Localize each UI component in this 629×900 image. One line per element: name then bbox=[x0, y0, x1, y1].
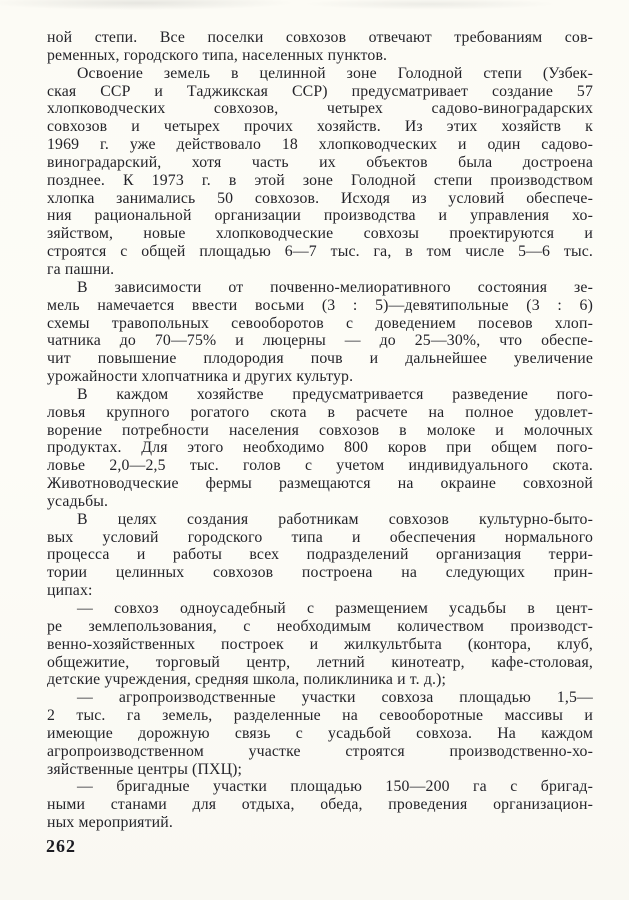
text-line: ловья крупного рогатого скота в расчете на полное удовлет- bbox=[47, 403, 593, 421]
text-line: общежитие, торговый центр, летний кинотеатр, кафе-столовая, bbox=[47, 653, 593, 671]
text-line: вых условий городского типа и обеспечения нормального bbox=[47, 528, 593, 546]
text-line: венно-хозяйственных построек и жилкультбыта (контора, клуб, bbox=[47, 635, 593, 653]
text-line: — бригадные участки площадью 150—200 га с бригад- bbox=[77, 778, 593, 796]
text-line: — агропроизводственные участки совхоза площадью 1,5— bbox=[77, 689, 593, 707]
text-line: ными станами для отдыха, обеда, проведения организацион- bbox=[47, 796, 593, 814]
text-line: хлопководческих совхозов, четырех садово-виноградарских bbox=[47, 100, 593, 118]
text-line: ния рациональной организации производства и управления хо- bbox=[47, 207, 593, 225]
text-line: мель намечается ввести восьми (3 : 5)—девятипольные (3 : 6) bbox=[47, 296, 593, 314]
text-line: — совхоз одноусадебный с размещением усадьбы в цент- bbox=[77, 600, 593, 617]
text-line: ной степи. Все поселки совхозов отвечают требованиям сов- bbox=[47, 29, 593, 46]
text-block bbox=[47, 29, 593, 832]
text-line: урожайности хлопчатника и других культур. bbox=[47, 368, 354, 386]
text-line: чатника до 70—75% и люцерны — до 25—30%, что обеспе- bbox=[47, 332, 593, 350]
text-line: ская ССР и Таджикская ССР) предусматривает создание 57 bbox=[47, 82, 593, 100]
text-line: В целях создания работникам совхозов культурно-быто- bbox=[77, 510, 593, 528]
text-line: процесса и работы всех подразделений организация терри- bbox=[47, 546, 593, 564]
text-line: 2 тыс. га земель, разделенные на севооборотные массивы и bbox=[47, 707, 593, 725]
text-line: хлопка занимались 50 совхозов. Исходя из условий обеспече- bbox=[47, 189, 593, 207]
text-line: ре землепользования, с необходимым количеством производст- bbox=[47, 617, 593, 635]
page-number: 262 bbox=[46, 836, 76, 856]
text-line: ципах: bbox=[47, 582, 93, 600]
text-line: строятся с общей площадью 6—7 тыс. га, в том числе 5—6 тыс. bbox=[47, 243, 593, 261]
text-line: зяйственные центры (ПХЦ); bbox=[47, 760, 243, 778]
text-line: агропроизводственном участке строятся производственно-хо- bbox=[47, 742, 593, 760]
text-line: тории целинных совхозов построена на следующих прин- bbox=[47, 564, 593, 582]
text-line: Освоение земель в целинной зоне Голодной степи (Узбек- bbox=[77, 64, 593, 82]
text-line: Животноводческие фермы размещаются на окраине совхозной bbox=[47, 475, 593, 493]
text-line: виноградарский, хотя часть их объектов была достроена bbox=[47, 153, 593, 171]
text-line: В зависимости от почвенно-мелиоративного состояния зе- bbox=[77, 278, 593, 296]
text-line: детские учреждения, средняя школа, поликлиника и т. д.); bbox=[47, 671, 447, 689]
text-line: имеющие дорожную связь с усадьбой совхоза. На каждом bbox=[47, 724, 593, 742]
text-line: чит повышение плодородия почв и дальнейшее увеличение bbox=[47, 350, 593, 368]
text-line: 1969 г. уже действовало 18 хлопководческих и один садово- bbox=[47, 136, 593, 154]
text-line: позднее. К 1973 г. в этой зоне Голодной степи производством bbox=[47, 171, 593, 189]
text-line: ворение потребности населения совхозов в молоке и молочных bbox=[47, 421, 593, 439]
text-line: схемы травопольных севооборотов с доведением посевов хлоп- bbox=[47, 314, 593, 332]
text-line: зяйством, новые хлопководческие совхозы проектируются и bbox=[47, 225, 593, 243]
text-line: ловье 2,0—2,5 тыс. голов с учетом индивидуального скота. bbox=[47, 457, 593, 475]
text-line: га пашни. bbox=[47, 260, 115, 278]
text-line: продуктах. Для этого необходимо 800 коров при общем пого- bbox=[47, 439, 593, 457]
text-line: В каждом хозяйстве предусматривается разведение пого- bbox=[77, 385, 593, 403]
text-line: усадьбы. bbox=[47, 492, 109, 510]
text-line: совхозов и четырех прочих хозяйств. Из этих хозяйств к bbox=[47, 118, 593, 136]
text-line: ременных, городского типа, населенных пунктов. bbox=[47, 46, 388, 64]
text-line: ных мероприятий. bbox=[47, 814, 173, 832]
